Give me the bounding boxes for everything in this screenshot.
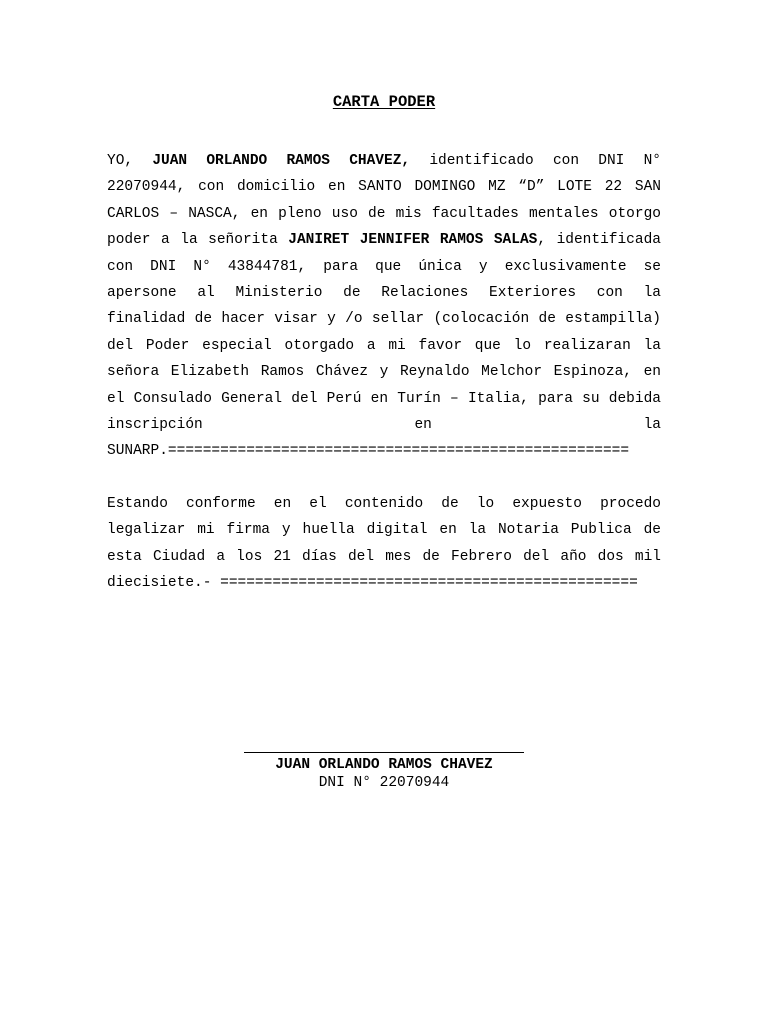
paragraph-legalization: Estando conforme en el contenido de lo expuesto procedo legalizar mi firma y huella digital en la Notaria Publica de esta Ciudad a los 21 días del mes de Febrero del año dos mil diecisiete.- ================================================ — [107, 496, 661, 592]
paragraph1-text-3: , identificada con DNI N° 43844781, para que única y exclusivamente se apersone al Ministerio de Relaciones Exteriores con la finalidad de hacer visar y /o sellar (colocación de estampilla) del Poder especial otorgado a mi favor que lo realizaran la señora Elizabeth Ramos Chávez y Reynaldo Melchor Espinoza, en el Consulado General del Perú en Turín – Italia, para su debida inscripción en la SUNARP.===================================================== — [107, 232, 661, 460]
signature-dni: DNI N° 22070944 — [318, 775, 450, 791]
signature-name: JUAN ORLANDO RAMOS CHAVEZ — [275, 757, 493, 773]
paragraph1-text-2: identificado con DNI N° 22070944, con domicilio en SANTO DOMINGO MZ “D” LOTE 22 SAN CARLOS – NASCA, en pleno uso de mis facultades mentales otorgo poder a la señorita — [107, 153, 661, 249]
paragraph1-text-1: YO, — [107, 153, 153, 169]
grantee-name: JANIRET JENNIFER RAMOS SALAS — [288, 232, 538, 249]
document-title: CARTA PODER — [332, 93, 436, 111]
signature-line — [244, 752, 524, 753]
paragraph-grant-of-power — [107, 148, 661, 465]
grantor-name: JUAN ORLANDO RAMOS CHAVEZ, — [152, 153, 411, 169]
